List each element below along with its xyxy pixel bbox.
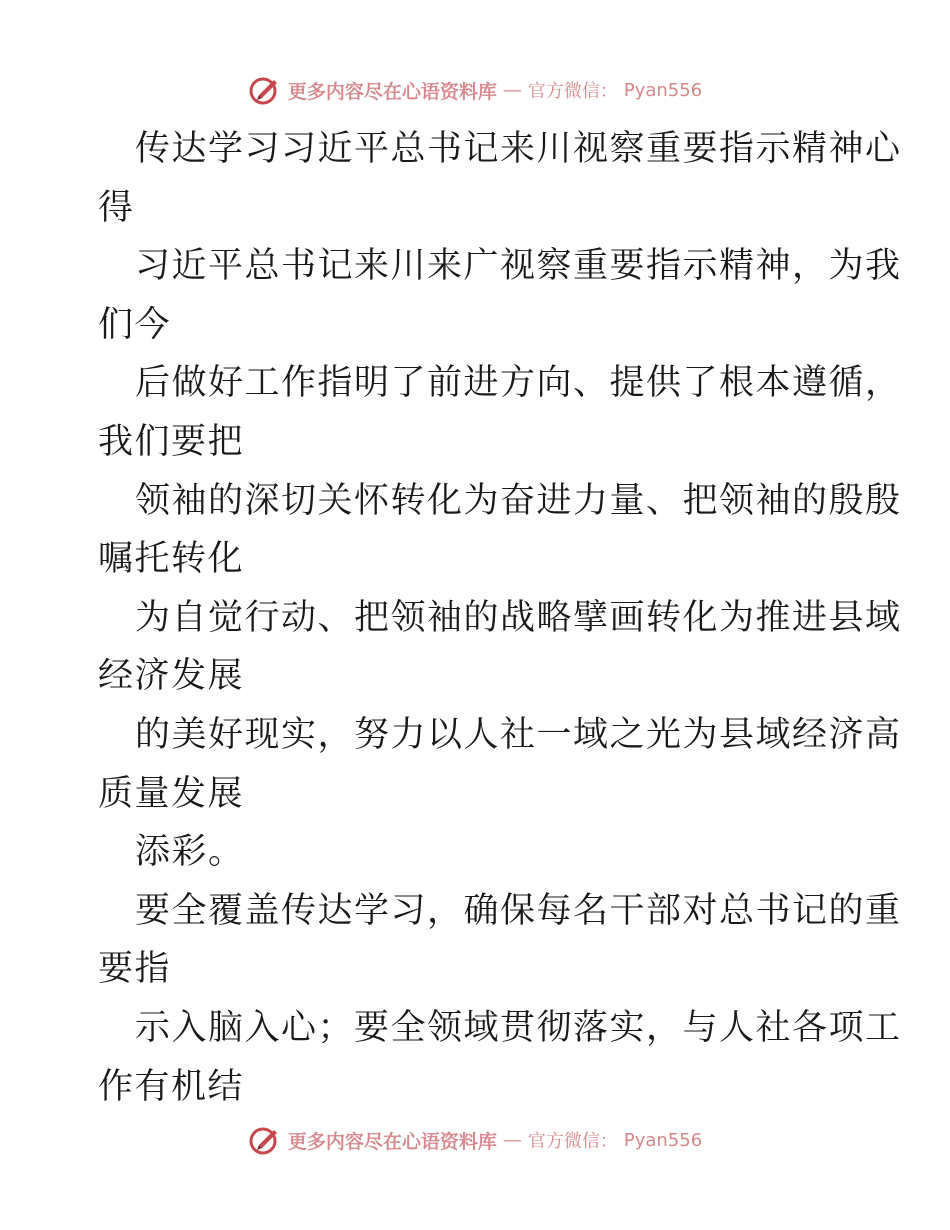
text-line: 要指 (98, 949, 172, 990)
text-line: 传达学习习近平总书记来川视察重要指示精神心 (135, 129, 902, 169)
text-line: 作有机结 (98, 1066, 245, 1107)
watermark-dash: — (502, 1129, 522, 1151)
footer-watermark (0, 1120, 950, 1160)
text-line: 们今 (98, 304, 172, 345)
header-watermark (0, 70, 950, 110)
text-line: 质量发展 (98, 773, 245, 814)
pen-logo-icon (248, 1123, 282, 1157)
watermark-wechat-label: 官方微信： (527, 81, 618, 102)
text-line: 经济发展 (98, 656, 245, 697)
watermark-dash: — (502, 79, 522, 101)
text-line: 为自觉行动、把领袖的战略擘画转化为推进县域 (135, 597, 902, 638)
text-line: 得 (98, 187, 135, 228)
text-line: 要全覆盖传达学习，确保每名干部对总书记的重 (135, 890, 902, 931)
text-line: 嘱托转化 (98, 539, 245, 580)
watermark-wechat-id: Pyan556 (623, 79, 703, 101)
watermark-brand: 更多内容尽在心语资料库 (287, 1130, 497, 1153)
watermark-wechat-id: Pyan556 (623, 1129, 703, 1151)
text-line: 习近平总书记来川来广视察重要指示精神，为我 (135, 246, 902, 287)
text-line: 示入脑入心；要全领域贯彻落实，与人社各项工 (135, 1007, 902, 1048)
watermark-wechat-label: 官方微信： (527, 1131, 618, 1152)
text-line: 后做好工作指明了前进方向、提供了根本遵循， (135, 363, 902, 404)
text-line: 领袖的深切关怀转化为奋进力量、把领袖的殷殷 (135, 480, 902, 521)
watermark-brand: 更多内容尽在心语资料库 (287, 80, 497, 103)
text-line: 我们要把 (98, 421, 245, 462)
document-body (98, 120, 902, 1116)
text-line: 添彩。 (135, 832, 245, 873)
text-line: 的美好现实，努力以人社一域之光为县域经济高 (135, 714, 902, 755)
pen-logo-icon (248, 73, 282, 107)
